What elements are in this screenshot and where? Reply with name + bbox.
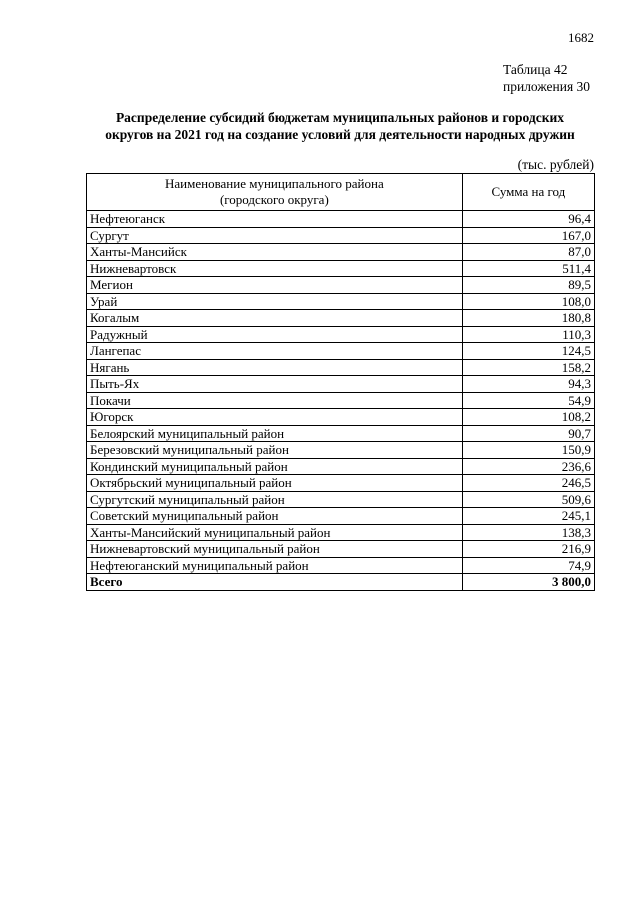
municipality-name: Советский муниципальный район bbox=[87, 508, 463, 525]
table-row bbox=[87, 310, 595, 327]
municipality-name: Нефтеюганский муниципальный район bbox=[87, 557, 463, 574]
table-row bbox=[87, 244, 595, 261]
annual-sum-value: 108,0 bbox=[462, 293, 594, 310]
annual-sum-value: 94,3 bbox=[462, 376, 594, 393]
municipality-name: Лангепас bbox=[87, 343, 463, 360]
municipality-name: Когалым bbox=[87, 310, 463, 327]
municipality-name: Покачи bbox=[87, 392, 463, 409]
table-row bbox=[87, 524, 595, 541]
municipality-name: Урай bbox=[87, 293, 463, 310]
table-row bbox=[87, 425, 595, 442]
annual-sum-value: 110,3 bbox=[462, 326, 594, 343]
municipality-name: Радужный bbox=[87, 326, 463, 343]
municipality-name: Березовский муниципальный район bbox=[87, 442, 463, 459]
municipality-name: Мегион bbox=[87, 277, 463, 294]
table-row bbox=[87, 343, 595, 360]
table-reference bbox=[503, 61, 590, 95]
annual-sum-value: 180,8 bbox=[462, 310, 594, 327]
table-row bbox=[87, 458, 595, 475]
annual-sum-value: 124,5 bbox=[462, 343, 594, 360]
municipality-name: Сургут bbox=[87, 227, 463, 244]
municipality-name: Пыть-Ях bbox=[87, 376, 463, 393]
page-number: 1682 bbox=[568, 30, 594, 45]
table-body bbox=[87, 211, 595, 591]
table-reference-line1: Таблица 42 bbox=[503, 62, 568, 77]
municipality-name: Нижневартовск bbox=[87, 260, 463, 277]
header-annual-sum: Сумма на год bbox=[462, 174, 594, 211]
table-row bbox=[87, 227, 595, 244]
annual-sum-value: 90,7 bbox=[462, 425, 594, 442]
annual-sum-value: 509,6 bbox=[462, 491, 594, 508]
municipality-name: Ханты-Мансийск bbox=[87, 244, 463, 261]
municipality-name: Октябрьский муниципальный район bbox=[87, 475, 463, 492]
annual-sum-value: 245,1 bbox=[462, 508, 594, 525]
table-reference-line2: приложения 30 bbox=[503, 79, 591, 94]
annual-sum-value: 246,5 bbox=[462, 475, 594, 492]
annual-sum-value: 150,9 bbox=[462, 442, 594, 459]
document-title-line1: Распределение субсидий бюджетам муниципальных районов и городских bbox=[115, 110, 565, 125]
table-header-row bbox=[87, 174, 595, 211]
subsidy-table bbox=[86, 173, 595, 591]
municipality-name: Нягань bbox=[87, 359, 463, 376]
municipality-name: Белоярский муниципальный район bbox=[87, 425, 463, 442]
units-label: (тыс. рублей) bbox=[517, 157, 594, 172]
annual-sum-value: 511,4 bbox=[462, 260, 594, 277]
table-row bbox=[87, 541, 595, 558]
annual-sum-value: 158,2 bbox=[462, 359, 594, 376]
table-total-row bbox=[87, 574, 595, 591]
header-municipality-name bbox=[87, 174, 463, 211]
table-row bbox=[87, 376, 595, 393]
table-row bbox=[87, 475, 595, 492]
annual-sum-value: 87,0 bbox=[462, 244, 594, 261]
municipality-name: Нефтеюганск bbox=[87, 211, 463, 228]
municipality-name: Югорск bbox=[87, 409, 463, 426]
annual-sum-value: 96,4 bbox=[462, 211, 594, 228]
table-row bbox=[87, 293, 595, 310]
annual-sum-value: 108,2 bbox=[462, 409, 594, 426]
table-row bbox=[87, 392, 595, 409]
table-row bbox=[87, 277, 595, 294]
table-row bbox=[87, 409, 595, 426]
table-row bbox=[87, 491, 595, 508]
municipality-name: Нижневартовский муниципальный район bbox=[87, 541, 463, 558]
document-title-line2: округов на 2021 год на создание условий для деятельности народных дружин bbox=[105, 127, 575, 142]
municipality-name: Кондинский муниципальный район bbox=[87, 458, 463, 475]
document-title bbox=[86, 109, 594, 143]
annual-sum-value: 167,0 bbox=[462, 227, 594, 244]
annual-sum-value: 54,9 bbox=[462, 392, 594, 409]
header-name-line1: Наименование муниципального района bbox=[165, 176, 384, 191]
annual-sum-value: 74,9 bbox=[462, 557, 594, 574]
municipality-name: Ханты-Мансийский муниципальный район bbox=[87, 524, 463, 541]
annual-sum-value: 138,3 bbox=[462, 524, 594, 541]
table-row bbox=[87, 211, 595, 228]
total-label: Всего bbox=[87, 574, 463, 591]
annual-sum-value: 216,9 bbox=[462, 541, 594, 558]
table-row bbox=[87, 359, 595, 376]
table-row bbox=[87, 442, 595, 459]
header-name-line2: (городского округа) bbox=[219, 192, 329, 207]
annual-sum-value: 89,5 bbox=[462, 277, 594, 294]
table-row bbox=[87, 260, 595, 277]
total-value: 3 800,0 bbox=[462, 574, 594, 591]
table-row bbox=[87, 557, 595, 574]
municipality-name: Сургутский муниципальный район bbox=[87, 491, 463, 508]
table-row bbox=[87, 326, 595, 343]
annual-sum-value: 236,6 bbox=[462, 458, 594, 475]
table-row bbox=[87, 508, 595, 525]
